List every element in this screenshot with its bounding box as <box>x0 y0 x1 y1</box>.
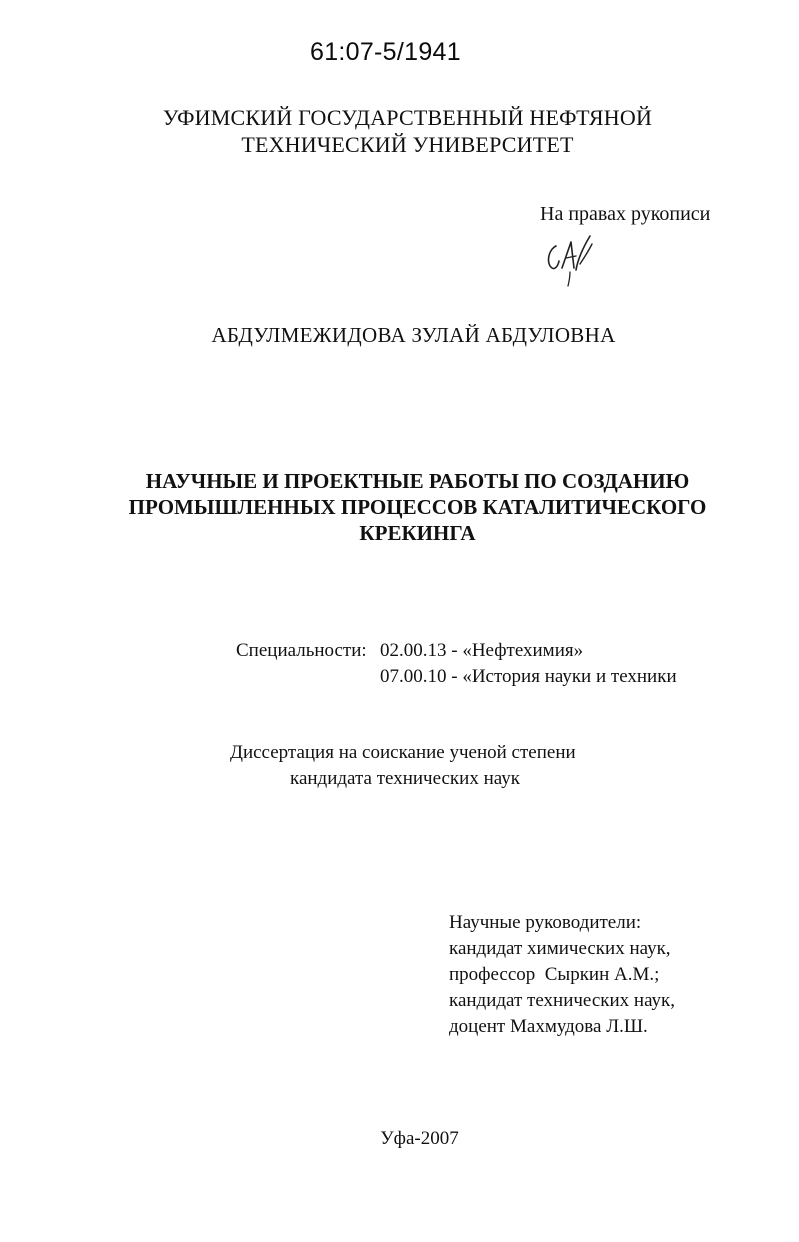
advisors-line: кандидат технических наук, <box>449 990 676 1011</box>
catalog-code: 61:07-5/1941 <box>310 38 461 66</box>
specialty-item: 07.00.10 - «История науки и техники <box>380 666 677 687</box>
title-line: НАУЧНЫЕ И ПРОЕКТНЫЕ РАБОТЫ ПО СОЗДАНИЮ <box>145 469 690 493</box>
advisors-line: Научные руководители: <box>449 912 642 933</box>
advisors-line: кандидат химических наук, <box>449 938 671 959</box>
title-line: КРЕКИНГА <box>359 521 476 545</box>
university-line: УФИМСКИЙ ГОСУДАРСТВЕННЫЙ НЕФТЯНОЙ <box>162 105 653 130</box>
place-year: Уфа-2007 <box>380 1128 459 1149</box>
handwritten-signature <box>540 228 610 288</box>
dissertation-title <box>18 468 799 546</box>
dissertation-degree <box>230 740 576 792</box>
author-name: АБДУЛМЕЖИДОВА ЗУЛАЙ АБДУЛОВНА <box>211 323 616 347</box>
university-line: ТЕХНИЧЕСКИЙ УНИВЕРСИТЕТ <box>241 132 574 157</box>
degree-line: кандидата технических наук <box>290 768 520 789</box>
advisors-line: профессор Сыркин А.М.; <box>449 964 660 985</box>
title-line: ПРОМЫШЛЕННЫХ ПРОЦЕССОВ КАТАЛИТИЧЕСКОГО <box>128 495 707 519</box>
scientific-advisors <box>449 910 675 1040</box>
advisors-line: доцент Махмудова Л.Ш. <box>449 1016 648 1037</box>
rights-note: На правах рукописи <box>540 203 711 225</box>
university-name <box>8 104 799 158</box>
specialties-label: Специальности: <box>236 640 367 661</box>
degree-line: Диссертация на соискание ученой степени <box>230 742 576 763</box>
specialty-item: 02.00.13 - «Нефтехимия» <box>380 640 584 661</box>
